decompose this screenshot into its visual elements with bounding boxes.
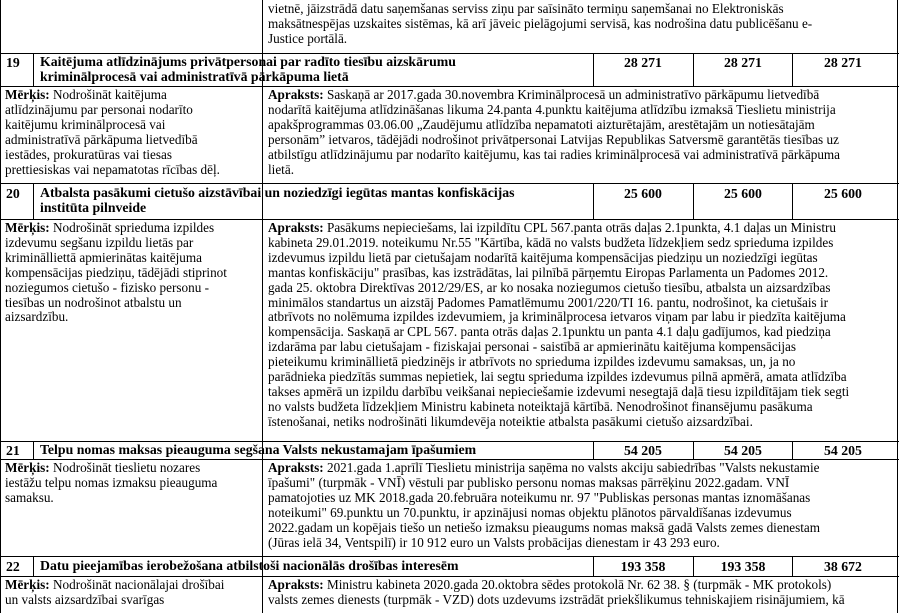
- divider-number-column: [33, 183, 34, 219]
- goal-text: Nodrošināt tieslietu nozares iestāžu telpu nomas izmaksu pieauguma samaksu.: [5, 460, 218, 505]
- row-number: 20: [6, 186, 20, 201]
- row-number: 19: [6, 55, 20, 70]
- row-title: Kaitējuma atlīdzinājums privātpersonai par radīto tiesību aizskārumu kriminālprocesā vai administratīvā pārkāpuma lietā: [40, 54, 456, 84]
- amount-year-1: 54 205: [624, 443, 662, 458]
- goal-cell: [5, 221, 261, 325]
- description-label: Apraksts:: [268, 220, 324, 235]
- description-text: 2021.gada 1.aprīlī Tieslietu ministrija saņēma no valsts akciju sabiedrības "Valsts nekustamie īpašumi" (turpmāk - VNĪ) vēstuli par publisko personu nomas maksas pārrēķinu 2022.gadam. VNĪ pamatojoties uz MK 2018.gada 20.februāra noteikumu nr. 97 "Publiskas personas mantas iznomāšanas noteikumi" 69.punktu un 70.punktu, ir apzinājusi nomas objektu plānotos pārvaldīšanas izdevumus 2022.gadam un kopējais tiešo un netiešo izmaksu pieaugums nomas maksā gadā Valsts zemes dienestam (Jūras ielā 34, Ventspilī) ir 10 912 euro un Valsts probācijas dienestam ir 43 293 euro.: [268, 460, 821, 550]
- goal-cell: [5, 88, 261, 177]
- description-label: Apraksts:: [268, 460, 324, 475]
- goal-text: Nodrošināt nacionālajai drošībai un valsts aizsardzībai svarīgas: [5, 577, 225, 607]
- row-title: Atbalsta pasākumi cietušo aizstāvībai un noziedzīgi iegūtas mantas konfiskācijas institūta pilnveide: [40, 185, 515, 215]
- description-text: Pasākums nepieciešams, lai izpildītu CPL 567.panta otrās daļas 2.1punkta, 4.1 daļas un Ministru kabineta 29.01.2019. noteikumu Nr.55 "Kārtība, kādā no valsts budžeta līdzekļiem sedz sprieduma izpildes izdevumus izpildu lietā par cietušajam nodarītā kaitējuma kompensācijas piedziņu un noziedzīgi iegūtas mantas konfiskāciju" prasības, kas izstrādātas, lai pilnībā pārņemtu Eiropas Parlamenta un Padomes 2012. gada 25. oktobra Direktīvas 2012/29/ES, ar ko nosaka noziegumos cietušo tiesību, atbalsta un aizsardzības minimālos standartus un aizstāj Padomes Pamatlēmumu 2001/220/TI 16. pantu, nodrošinot, ka cietušais ir atbrīvots no nolēmuma izpildes izdevumiem, ja kriminālprocesa ietvaros viņam par labu ir piedzīta kaitējuma kompensācija. Saskaņā ar CPL 567. panta otrās daļas 2.1punktu un panta 4.1 daļu gadījumos, kad piedziņa izdarāma par labu cietušajam - fiziskajai personai - saistībā ar apmierinātu kaitējuma kompensācijas pieteikumu krimināllietā piedzinējs ir atbrīvots no sprieduma izpildes izdevumu samaksas, un, ja no parādnieka piedzītās summas nepietiek, lai segtu sprieduma izpildes izdevumus pilnā apmērā, amata atlīdzība takses apmērā un izpildu darbību veikšanai nepieciešamie izdevumi nesegtajā daļā tiesu izpildītājam tiek segti no valsts budžeta līdzekļiem Ministru kabineta noteiktajā kārtībā. Nenodrošinot finansējumu pasākuma īstenošanai, netiks nodrošināti likumdevēja noteiktie atbalsta pasākumi cietušo aizsardzībai.: [268, 220, 850, 429]
- amount-year-2: 25 600: [724, 186, 762, 201]
- divider-number-column: [33, 441, 34, 459]
- continued-description: vietnē, jāizstrādā datu saņemšanas serviss ziņu par saīsināto termiņu saņemšanai no Elektroniskās maksātnespējas uzskaites sistēmas, kā arī jāveic pielāgojumi servisā, kas nodrošina datu publicēšanu e- Justice portālā.: [268, 1, 813, 46]
- divider-amount-3: [792, 441, 793, 459]
- amount-year-2: 28 271: [724, 55, 762, 70]
- divider-amount-3: [792, 53, 793, 86]
- goal-text: Nodrošināt sprieduma izpildes izdevumu segšanu izpildu lietās par kriminālliettā apmierinātas kaitējuma kompensācijas piedziņu, tādējādi stiprinot noziegumos cietušo - fizisko personu - tiesības un nodrošinot atbalstu un aizsardzību.: [5, 220, 227, 325]
- goal-label: Mērķis:: [5, 460, 50, 475]
- goal-text: Nodrošināt kaitējuma atlīdzinājumu par personai nodarīto kaitējumu kriminālprocesā vai administratīvā pārkāpuma lietvedībā iestādes, prokuratūras vai tiesas prettiesiskas vai nepamatotas rīcības dēļ.: [5, 87, 220, 177]
- description-cell: [268, 578, 895, 608]
- goal-label: Mērķis:: [5, 577, 50, 592]
- row-title: Datu pieejamības ierobežošana atbilstoši nacionālās drošības interesēm: [40, 558, 459, 573]
- description-cell: [268, 461, 895, 550]
- description-text: Ministru kabineta 2020.gada 20.oktobra sēdes protokolā Nr. 62 38. § (turpmāk - MK protokols) valsts zemes dienests (turpmāk - VZD) dots uzdevums izstrādāt priekšlikumus tehniskajiem risinājumiem, kā: [268, 577, 845, 607]
- description-label: Apraksts:: [268, 87, 324, 102]
- description-label: Apraksts:: [268, 577, 324, 592]
- table-border-right: [897, 0, 898, 613]
- description-cell: [268, 88, 895, 177]
- goal-label: Mērķis:: [5, 87, 50, 102]
- row-number: 22: [6, 559, 20, 574]
- divider-number-column: [33, 53, 34, 86]
- table-border-left: [0, 0, 1, 613]
- goal-cell: [5, 578, 261, 608]
- amount-year-1: 28 271: [624, 55, 662, 70]
- divider-goal-column: [262, 0, 263, 613]
- amount-year-3: 25 600: [824, 186, 862, 201]
- divider-amount-3: [792, 556, 793, 576]
- row-divider: [0, 556, 899, 557]
- description-cell: [268, 221, 895, 430]
- amount-year-2: 54 205: [724, 443, 762, 458]
- amount-year-2: 193 358: [720, 559, 766, 574]
- amount-year-1: 25 600: [624, 186, 662, 201]
- row-title: Telpu nomas maksas pieauguma segšana Valsts nekustamajam īpašumiem: [40, 442, 477, 457]
- amount-year-3: 28 271: [824, 55, 862, 70]
- divider-number-column: [33, 556, 34, 576]
- description-text: Saskaņā ar 2017.gada 30.novembra Kriminālprocesā un administratīvo pārkāpumu lietvedībā nodarītā kaitējuma atlīdzināšanas likuma 24.panta 4.punktu kaitējuma atlīdzību izmaksā Tieslietu ministrija apakšprogrammas 03.06.00 „Zaudējumu atlīdzība nepamatoti aizturētajām, arestētajām un notiesātajām personām” ietvaros, tādējādi nodrošinot privātpersonai Latvijas Republikas Satversmē garantētās tiesības uz atbilstīgu atlīdzinājumu par nodarīto kaitējumu, kas tai radies kriminālprocesā vai administratīvā pārkāpuma lietā.: [268, 87, 841, 177]
- amount-year-3: 54 205: [824, 443, 862, 458]
- row-divider: [0, 183, 899, 184]
- row-number: 21: [6, 443, 20, 458]
- divider-amount-3: [792, 183, 793, 219]
- amount-year-1: 193 358: [620, 559, 666, 574]
- goal-label: Mērķis:: [5, 220, 50, 235]
- goal-cell: [5, 461, 261, 506]
- amount-year-3: 38 672: [824, 559, 862, 574]
